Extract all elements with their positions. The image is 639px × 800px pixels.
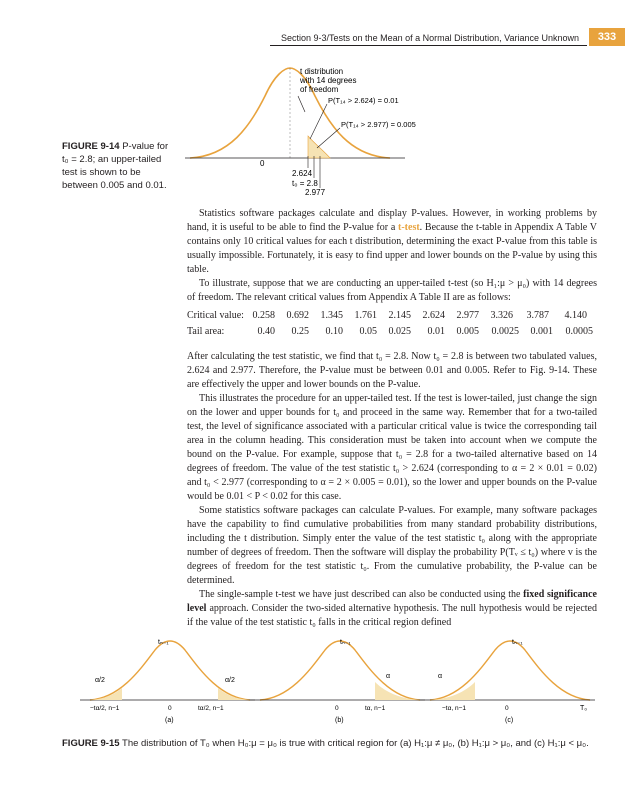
- svg-text:(a): (a): [165, 717, 174, 724]
- label-dist: t distribution: [300, 67, 344, 76]
- svg-text:α: α: [386, 673, 391, 680]
- label-zero: 0: [260, 159, 265, 168]
- svg-text:tα/2, n−1: tα/2, n−1: [198, 705, 224, 712]
- page-number: 333: [589, 28, 625, 46]
- svg-text:(c): (c): [505, 717, 514, 724]
- paragraph-1: Statistics software packages calculate and display P-values. However, in working problems by hand, it is useful to be able to find the P-value for a t-test. Because the t-table in Appendix A Table V contains only 10 critical values for each t distribution, determining the exact P-value from this table is usually impossible. Fortunately, it is easy to find upper and lower bounds on the P-value by using this table.: [187, 208, 597, 275]
- label-p1: P(T₁₄ > 2.624) = 0.01: [328, 96, 399, 105]
- figure-9-14-caption: FIGURE 9-14 P-value for t₀ = 2.8; an upper-tailed test is shown to be between 0.005 and 0.01.: [62, 141, 169, 191]
- svg-text:α/2: α/2: [95, 677, 105, 684]
- body-text-1: [187, 207, 597, 305]
- svg-text:tₙ₋₁: tₙ₋₁: [340, 639, 351, 646]
- paragraph-4: This illustrates the procedure for an upper-tailed test. If the test is lower-tailed, just change the sign on the lower and upper bounds for t₀ and proceed in the same way. Remember that for a two-tailed test, the level of significance associated with a particular critical value is twice the corresponding tail area in the column heading. This consideration must be taken into account when we compute the bound on the P-value. For example, suppose that t₀ = 2.8 for a two-tailed alternative based on 14 degrees of freedom. The value of the test statistic t₀ > 2.624 (corresponding to α = 2 × 0.01 = 0.02) and t₀ < 2.977 (corresponding to α = 2 × 0.005 = 0.01), so the lower and upper bounds on the P-value would be 0.01 < P < 0.02 for this case.: [187, 393, 597, 502]
- panel-b: [250, 639, 425, 724]
- svg-text:α/2: α/2: [225, 677, 235, 684]
- label-p2: P(T₁₄ > 2.977) = 0.005: [341, 120, 416, 129]
- svg-text:tα, n−1: tα, n−1: [365, 705, 386, 712]
- paragraph-3: After calculating the test statistic, we find that t₀ = 2.8. Now t₀ = 2.8 is between two tabulated values, 2.624 and 2.977. Therefore, the P-value must be between 0.01 and 0.005. Refer to Fig. 9-14. These are effectively the upper and lower bounds on the P-value.: [187, 351, 597, 390]
- svg-text:T₀: T₀: [580, 705, 588, 712]
- label-2624: 2.624: [292, 169, 313, 178]
- svg-text:tₙ₋₁: tₙ₋₁: [512, 639, 523, 646]
- body-text-2: [187, 350, 597, 630]
- figure-9-15-caption: FIGURE 9-15 The distribution of T₀ when H₀:μ = μ₀ is true with critical region for (a) H₁:μ ≠ μ₀, (b) H₁:μ > μ₀, and (c) H₁:μ < μ₀.: [62, 738, 589, 749]
- svg-text:0: 0: [168, 705, 172, 712]
- svg-text:(b): (b): [335, 717, 344, 724]
- svg-text:α: α: [438, 673, 443, 680]
- panel-a: [80, 639, 255, 724]
- figure-9-15-plot: [80, 630, 588, 730]
- svg-text:0: 0: [335, 705, 339, 712]
- panel-c: [420, 639, 595, 724]
- label-t0: t₀ = 2.8: [292, 179, 318, 188]
- svg-text:−tα/2, n−1: −tα/2, n−1: [90, 705, 120, 712]
- svg-text:0: 0: [505, 705, 509, 712]
- figure-9-14-plot: [180, 56, 440, 196]
- paragraph-5: Some statistics software packages can calculate P-values. For example, many software packages have the capability to find cumulative probabilities from many standard probability distributions, including the t distribution. Simply enter the value of the test statistic t₀ along with the appropriate number of degrees of freedom. Then the software will display the probability P(Tᵥ ≤ t₀) where v is the degrees of freedom for the test statistic t₀. From the cumulative probability, the P-value can be determined.: [187, 505, 597, 586]
- svg-text:of freedom: of freedom: [300, 85, 339, 94]
- label-2977: 2.977: [305, 188, 326, 197]
- svg-text:with 14 degrees: with 14 degrees: [300, 76, 357, 85]
- paragraph-2: To illustrate, suppose that we are conducting an upper-tailed t-test (so H₁:μ > μ₀) with 14 degrees of freedom. The relevant critical values from Appendix A Table II are as follows:: [187, 278, 597, 303]
- svg-text:tₙ₋₁: tₙ₋₁: [158, 639, 169, 646]
- svg-text:−tα, n−1: −tα, n−1: [442, 705, 466, 712]
- paragraph-6: The single-sample t-test we have just described can also be conducted using the fixed significance level approach. Consider the two-sided alternative hypothesis. The null hypothesis would be rejected if the value of the test statistic t₀ falls in the critical region defined: [187, 589, 597, 628]
- running-head: Section 9-3/Tests on the Mean of a Normal Distribution, Variance Unknown: [281, 33, 579, 43]
- page-header: [0, 28, 639, 50]
- header-rule: [270, 45, 587, 46]
